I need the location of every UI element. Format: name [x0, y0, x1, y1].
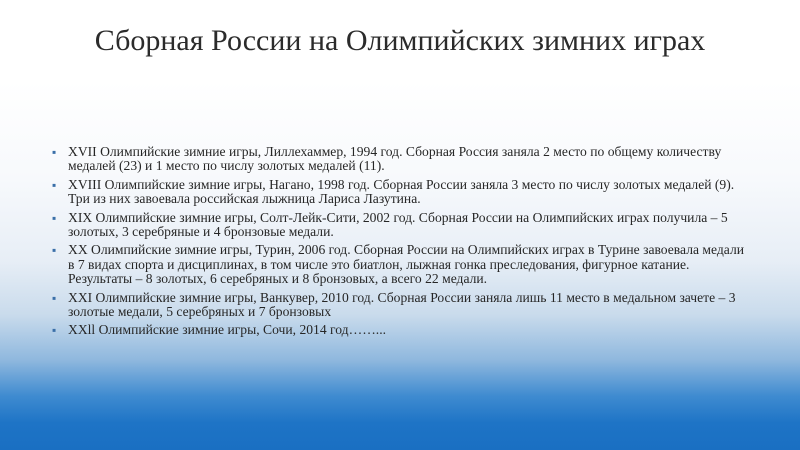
bullet-list [52, 145, 752, 342]
list-item-text: XVIII Олимпийские зимние игры, Нагано, 1998 год. Сборная России заняла 3 место по числу золотых медалей (9). Три из них завоевала российская лыжница Лариса Лазутина. [68, 176, 735, 207]
list-item [52, 211, 752, 240]
list-item-text: XXI Олимпийские зимние игры, Ванкувер, 2010 год. Сборная России заняла лишь 11 место в медальном зачете – 3 золотые медали, 5 серебряных и 7 бронзовых [68, 289, 736, 320]
bullet-icon: ▪ [52, 177, 57, 192]
slide-title: Сборная России на Олимпийских зимних играх [94, 24, 706, 57]
list-item [52, 178, 752, 207]
list-item [52, 243, 752, 286]
bullet-icon: ▪ [52, 323, 57, 338]
list-item-text: XIX Олимпийские зимние игры, Солт-Лейк-Сити, 2002 год. Сборная России на Олимпийских играх получила – 5 золотых, 3 серебряные и 4 бронзовые медали. [68, 209, 728, 240]
bullet-icon: ▪ [52, 210, 57, 225]
bullet-icon: ▪ [52, 290, 57, 305]
list-item [52, 145, 752, 174]
list-item [52, 291, 752, 320]
list-item-text: XX Олимпийские зимние игры, Турин, 2006 год. Сборная России на Олимпийских играх в Турине завоевала медали в 7 видах спорта и дисциплинах, в том числе это биатлон, лыжная гонка преследования, фигурное катание. Результаты – 8 золотых, 6 серебряных и 8 бронзовых, а всего 22 медали. [68, 242, 744, 287]
bullet-icon: ▪ [52, 243, 57, 258]
list-item [52, 323, 752, 337]
list-item-text: XXll Олимпийские зимние игры, Сочи, 2014 год……... [68, 322, 386, 338]
list-item-text: XVII Олимпийские зимние игры, Лиллехаммер, 1994 год. Сборная Россия заняла 2 место по общему количеству медалей (23) и 1 место по числу золотых медалей (11). [68, 144, 722, 174]
bullet-icon: ▪ [52, 145, 57, 159]
